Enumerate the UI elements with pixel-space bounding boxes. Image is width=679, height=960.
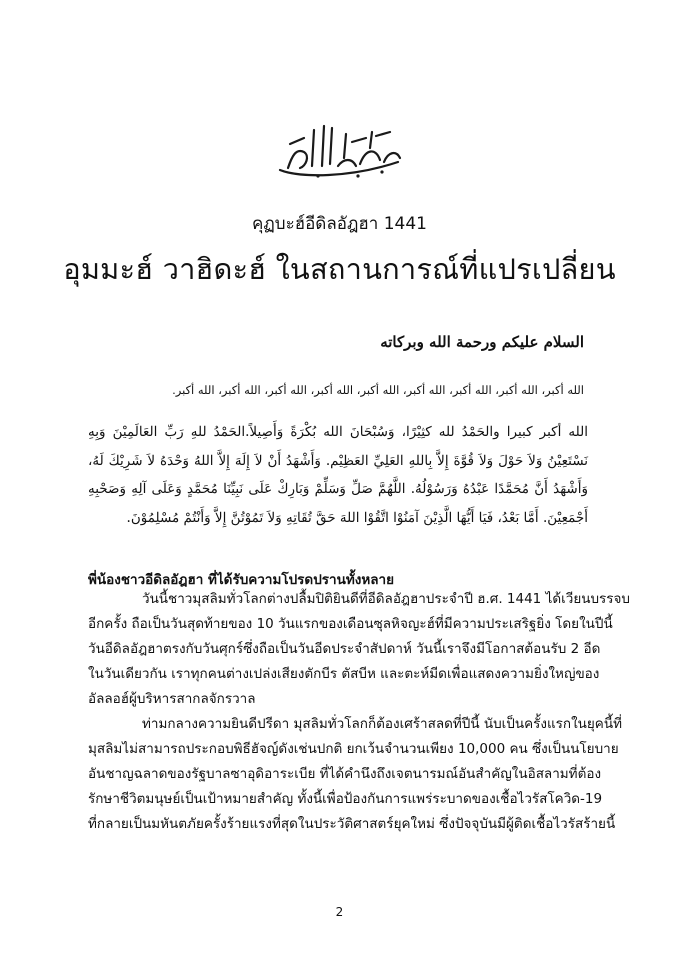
paragraph-line: อันชาญฉลาดของรัฐบาลซาอุดิอาระเบีย ที่ได้คำนึงถึงเจตนารมณ์อันสำคัญในอิสลามที่ต้อง — [88, 766, 602, 782]
paragraph-line: ที่กลายเป็นมหันตภัยครั้งร้ายแรงที่สุดในประวัติศาสตร์ยุคใหม่ ซึ่งปัจจุบันมีผู้ติดเชื้อไวรัสร้ายนี้ — [88, 816, 616, 832]
paragraph-line: ในวันเดียวกัน เราทุกคนต่างเปล่งเสียงตักบีร ตัสบีห และตะห์มีดเพื่อแสดงความยิ่งใหญ่ของ — [88, 666, 600, 682]
khutbah-title: อุมมะฮ์ วาฮิดะฮ์ ในสถานการณ์ที่แปรเปลี่ยน — [63, 252, 616, 286]
paragraph-line: มุสลิมไม่สามารถประกอบพิธีฮัจญ์ดังเช่นปกติ ยกเว้นจำนวนเพียง 10,000 คน ซึ่งเป็นนโยบาย — [88, 741, 619, 757]
khutbah-subtitle: คุฏบะฮ์อีดิลอัฎฮา 1441 — [252, 214, 427, 234]
basmala-calligraphy — [270, 118, 410, 188]
arabic-greeting: السلام عليكم ورحمة الله وبركاته — [380, 333, 584, 351]
paragraph-2 — [88, 712, 622, 837]
arabic-takbir: الله أكبر، الله أكبر، الله أكبر، الله أكبر، الله أكبر، الله أكبر، الله أكبر، الله أكبر، الله أكبر. — [172, 383, 584, 397]
paragraph-line: ท่ามกลางความยินดีปรีดา มุสลิมทั่วโลกก็ต้องเศร้าสลดที่ปีนี้ นับเป็นครั้งแรกในยุคนี้ที่ — [142, 716, 622, 732]
paragraph-1 — [88, 587, 631, 712]
section-heading: พี่น้องชาวอีดิลอัฎฮา ที่ได้รับความโปรดปรานทั้งหลาย — [88, 572, 394, 588]
paragraph-line: อัลลอฮ์ผู้บริหารสากลจักรวาล — [88, 691, 256, 707]
paragraph-line: อีกครั้ง ถือเป็นวันสุดท้ายของ 10 วันแรกของเดือนซุลหิจญะฮ์ที่มีความประเสริฐยิ่ง โดยในปีนี้ — [88, 616, 613, 632]
paragraph-line: วันอีดิลอัฎฮาตรงกับวันศุกร์ซึ่งถือเป็นวันอีดประจำสัปดาห์ วันนี้เราจึงมีโอกาสต้อนรับ 2 อีด — [88, 641, 601, 657]
paragraph-line: วันนี้ชาวมุสลิมทั่วโลกต่างปลื้มปิติยินดีที่อีดิลอัฎฮาประจำปี ฮ.ศ. 1441 ได้เวียนบรรจบ — [142, 591, 631, 607]
paragraph-line: รักษาชีวิตมนุษย์เป็นเป้าหมายสำคัญ ทั้งนี้เพื่อป้องกันการแพร่ระบาดของเชื้อไวรัสโควิด-19 — [88, 791, 603, 807]
arabic-opening-khutbah: الله أكبر كبيرا والحَمْدُ لله كثِيْرًا، وَسُبْحَانَ الله بُكْرَةً وَأَصِيلاً.الحَمْدُ للهِ رَبِّ العَالَمِيْنَ وَبِهِ نَسْتَعِيْنُ وَلاَ حَوْلَ وَلاَ قُوَّةَ إِلاَّ بِاللهِ العَلِيِّ العَظِيْم. وَأَشْهَدُ أَنْ لاَ إِلَهَ إِلاَّ اللهُ وَحْدَهُ لاَ شَرِيْكَ لَهُ، وَأَشْهَدُ أَنَّ مُحَمَّدًا عَبْدُهُ وَرَسُوْلُهُ. اللَّهُمَّ صَلِّ وَسَلِّمْ وَبَارِكْ عَلَى نَبِيِّنَا مُحَمَّدٍ وَعَلَى آلِهِ وَصَحْبِهِ أَجْمَعِيْنَ. أَمَّا بَعْدُ، فَيَا أَيُّهَا الَّذِيْنَ آمَنُوْا اتَّقُوْا اللهَ حَقَّ تُقَاتِهِ وَلاَ تَمُوْتُنَّ إِلاَّ وَأَنْتُمْ مُسْلِمُوْنَ. — [88, 424, 588, 526]
page-number: 2 — [335, 905, 344, 919]
